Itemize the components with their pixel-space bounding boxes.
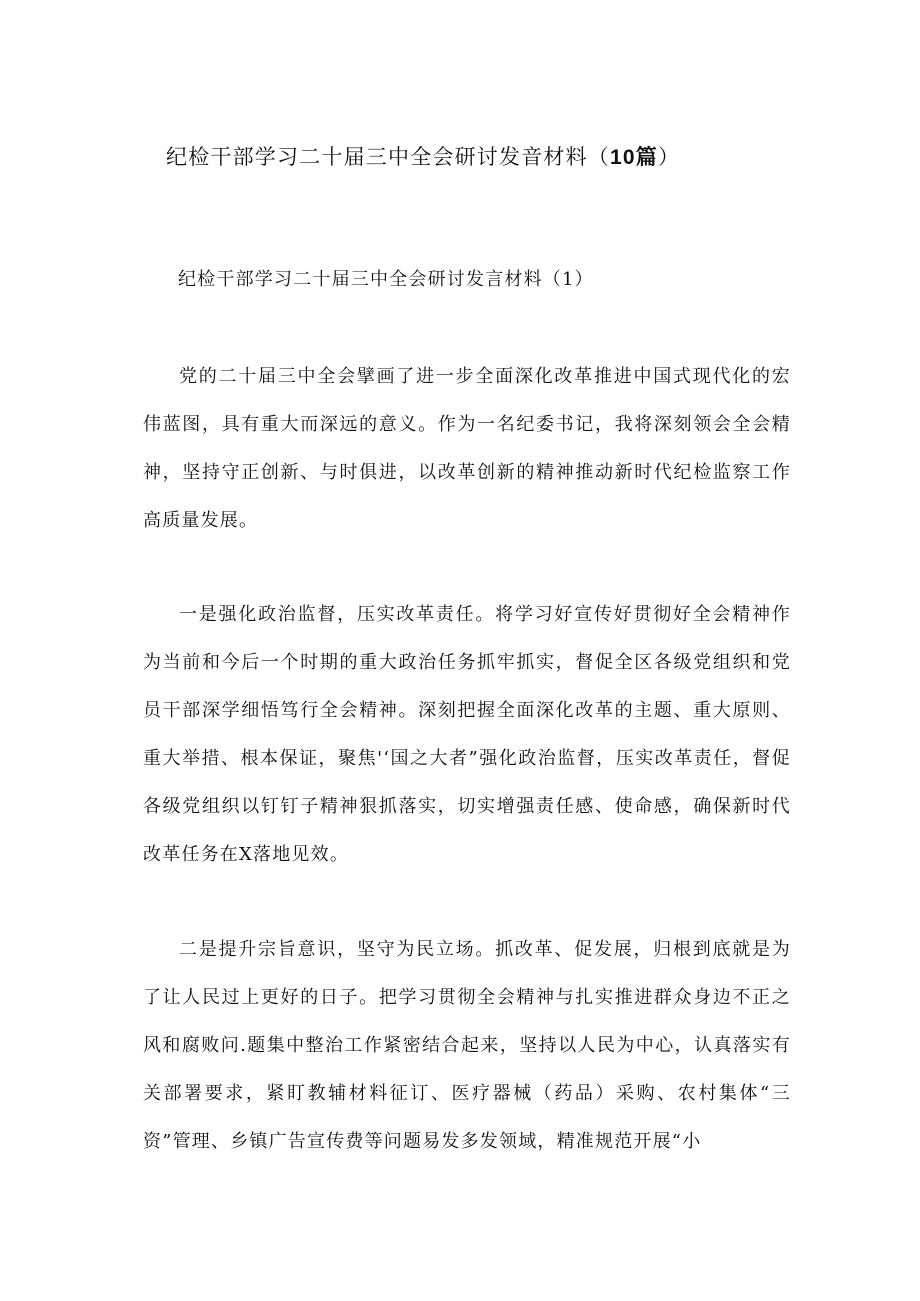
title-text: 纪检干部学习二十届三中全会研讨发音材料（ [166,145,610,169]
title-count: 10篇 [610,146,658,169]
paragraph-point-two: 二是提升宗旨意识，坚守为民立场。抓改革、促发展，归根到底就是为了让人民过上更好的日子。把学习贯彻全会精神与扎实推进群众身边不正之风和腐败问.题集中整治工作紧密结合起来，坚持以人民为中心，认真落实有关部署要求，紧盯教辅材料征订、医疗器械（药品）采购、农村集体“三资”管理、乡镇广告宣传费等问题易发多发领域，精准规范开展“小 [143,939,791,1152]
title-closing: ） [657,145,681,169]
paragraph-intro: 党的二十届三中全会擘画了进一步全面深化改革推进中国式现代化的宏伟蓝图，具有重大而深远的意义。作为一名纪委书记，我将深刻领会全会精神，坚持守正创新、与时俱进，以改革创新的精神推动新时代纪检监察工作高质量发展。 [143,366,791,531]
document-title [166,142,806,173]
section-heading: 纪检干部学习二十届三中全会研讨发言材料（1） [178,269,594,290]
paragraph-point-one: 一是强化政治监督，压实改革责任。将学习好宣传好贯彻好全会精神作为当前和今后一个时期的重大政治任务抓牢抓实，督促全区各级党组织和党员干部深学细悟笃行全会精神。深刻把握全面深化改革的主题、重大原则、重大举措、根本保证，聚焦'‘国之大者”强化政治监督，压实改革责任，督促各级党组织以钉钉子精神狠抓落实，切实增强责任感、使命感，确保新时代改革任务在X落地见效。 [143,604,791,865]
